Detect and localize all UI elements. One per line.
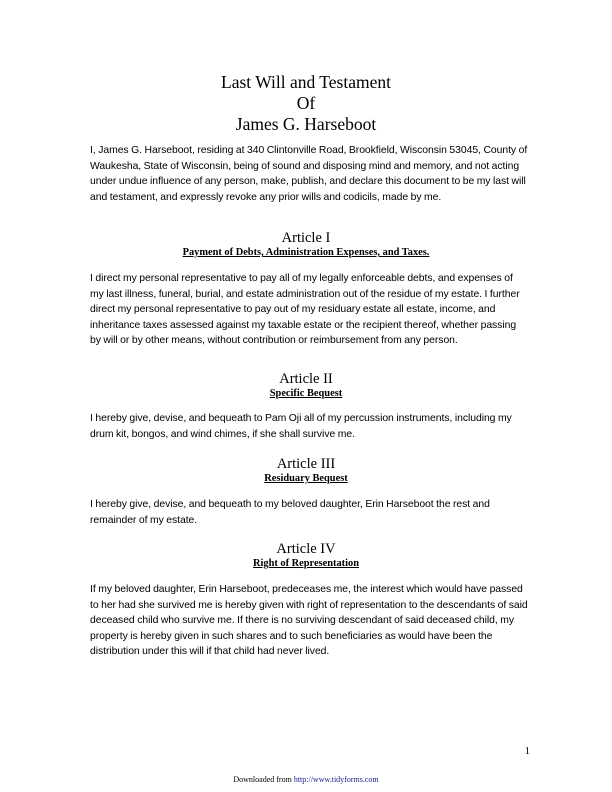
article-4-heading: Article IV [276,541,336,557]
article-3-heading: Article III [276,456,336,472]
intro-paragraph: I, James G. Harseboot, residing at 340 Clintonville Road, Brookfield, Wisconsin 53045, County of Waukesha, State of Wisconsin, being of sound and disposing mind and memory, and not acting under undue influence of any person, make, publish, and declare this document to be my last will and testament, and expressly revoke any prior wills and codicils, made by me. [90,145,528,203]
footer [0,775,612,784]
page-number: 1 [524,746,530,757]
article-4-body: If my beloved daughter, Erin Harseboot, predeceases me, the interest which would have passed to her had she survived me is hereby given with right of representation to the descendants of said deceased child who survive me. If there is no surviving descendant of said deceased child, my property is hereby given in such shares and to such beneficiaries as would have been the distribution under this will if that child had never lived. [90,584,528,658]
article-3-subtitle: Residuary Bequest [264,473,348,484]
title-line-3: James G. Harseboot [235,114,377,134]
article-1-body: I direct my personal representative to pay all of my legally enforceable debts, and expenses of my last illness, funeral, burial, and estate administration out of the residue of my estate. I further direct my personal representative to pay out of my residuary estate all estate, income, and inheritance taxes assessed against my taxable estate or the recipient thereof, whether passing by will or by other means, without contribution or reimbursement from any person. [90,273,520,347]
footer-prefix: Downloaded from [233,775,294,784]
document-title [0,72,612,135]
article-2-subtitle: Specific Bequest [269,388,343,399]
article-1-subtitle: Payment of Debts, Administration Expenses, and Taxes. [182,247,430,258]
article-2-body: I hereby give, devise, and bequeath to Pam Oji all of my percussion instruments, including my drum kit, bongos, and wind chimes, if she shall survive me. [90,413,512,440]
title-line-1: Last Will and Testament [221,72,391,92]
article-4-subtitle: Right of Representation [252,558,360,569]
article-3-body: I hereby give, devise, and bequeath to my beloved daughter, Erin Harseboot the rest and remainder of my estate. [90,499,490,526]
footer-link[interactable]: http://www.tidyforms.com [293,775,379,784]
title-line-2: Of [296,93,316,113]
article-1-heading: Article I [281,230,331,246]
article-2-heading: Article II [279,371,333,387]
